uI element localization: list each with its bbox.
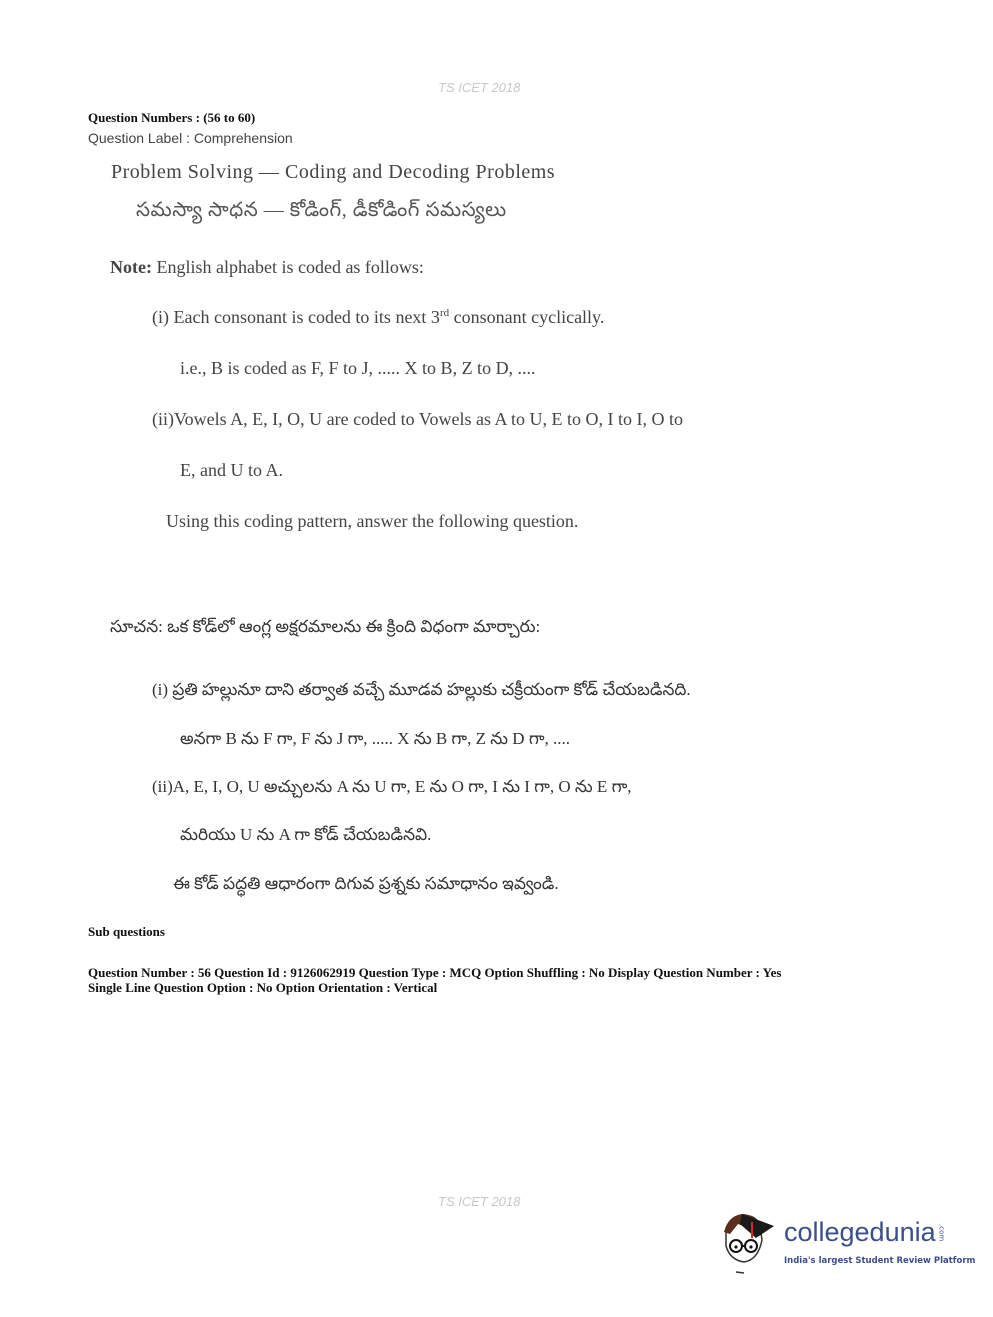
- rule1-telugu: (i) ప్రతి హల్లునూ దాని తర్వాత వచ్చే మూడవ హల్లుకు చక్రీయంగా కోడ్ చేయబడినది.: [152, 680, 691, 699]
- question-meta-line2: Single Line Question Option : No Option Orientation : Vertical: [88, 980, 438, 995]
- logo-name: collegedunia: [784, 1217, 936, 1247]
- title-telugu: సమస్యా సాధన — కోడింగ్, డీకోడింగ్ సమస్యలు: [136, 199, 507, 221]
- question-meta-line1: Question Number : 56 Question Id : 9126062919 Question Type : MCQ Option Shuffling : No Display Question Number : Yes: [88, 965, 782, 980]
- question-numbers: Question Numbers : (56 to 60): [88, 110, 256, 125]
- rule1-example-telugu: అనగా B ను F గా, F ను J గా, ..... X ను B గా, Z ను D గా, ....: [180, 729, 570, 748]
- note-label: Note:: [110, 257, 152, 277]
- rule1-english: [152, 306, 604, 328]
- note-text: English alphabet is coded as follows:: [151, 257, 424, 277]
- sub-questions-heading: Sub questions: [88, 924, 165, 939]
- rule2-line2-telugu: మరియు U ను A గా కోడ్ చేయబడినవి.: [180, 825, 432, 844]
- rule1-sup: rd: [439, 307, 450, 319]
- watermark-top: TS ICET 2018: [438, 80, 521, 95]
- instruction-english: Using this coding pattern, answer the following question.: [166, 511, 579, 531]
- mascot-icon: [722, 1210, 782, 1280]
- collegedunia-logo: [722, 1210, 990, 1282]
- instruction-telugu: ఈ కోడ్ పద్ధతి ఆధారంగా దిగువ ప్రశ్నకు సమాధానం ఇవ్వండి.: [173, 874, 559, 893]
- logo-tagline: India's largest Student Review Platform: [784, 1256, 976, 1266]
- rule2-line2-english: E, and U to A.: [180, 460, 283, 480]
- note-telugu: సూచన: ఒక కోడ్‌లో ఆంగ్ల అక్షరమాలను ఈ క్రింది విధంగా మార్చారు:: [110, 617, 541, 636]
- title-english: Problem Solving — Coding and Decoding Problems: [111, 161, 556, 183]
- watermark-bottom: TS ICET 2018: [438, 1194, 521, 1209]
- rule1-pre: (i) Each consonant is coded to its next 3: [152, 307, 440, 327]
- question-label: Question Label : Comprehension: [88, 130, 293, 146]
- rule1-example-english: i.e., B is coded as F, F to J, ..... X to B, Z to D, ....: [180, 358, 536, 378]
- logo-wordmark: [784, 1216, 946, 1248]
- rule1-post: consonant cyclically.: [449, 307, 605, 327]
- rule2-line1-telugu: (ii)A, E, I, O, U అచ్చులను A ను U గా, E ను O గా, I ను I గా, O ను E గా,: [152, 777, 632, 796]
- rule2-line1-english: (ii)Vowels A, E, I, O, U are coded to Vowels as A to U, E to O, I to I, O to: [152, 409, 683, 429]
- note-english: [110, 256, 424, 278]
- logo-suffix: .com: [937, 1224, 946, 1242]
